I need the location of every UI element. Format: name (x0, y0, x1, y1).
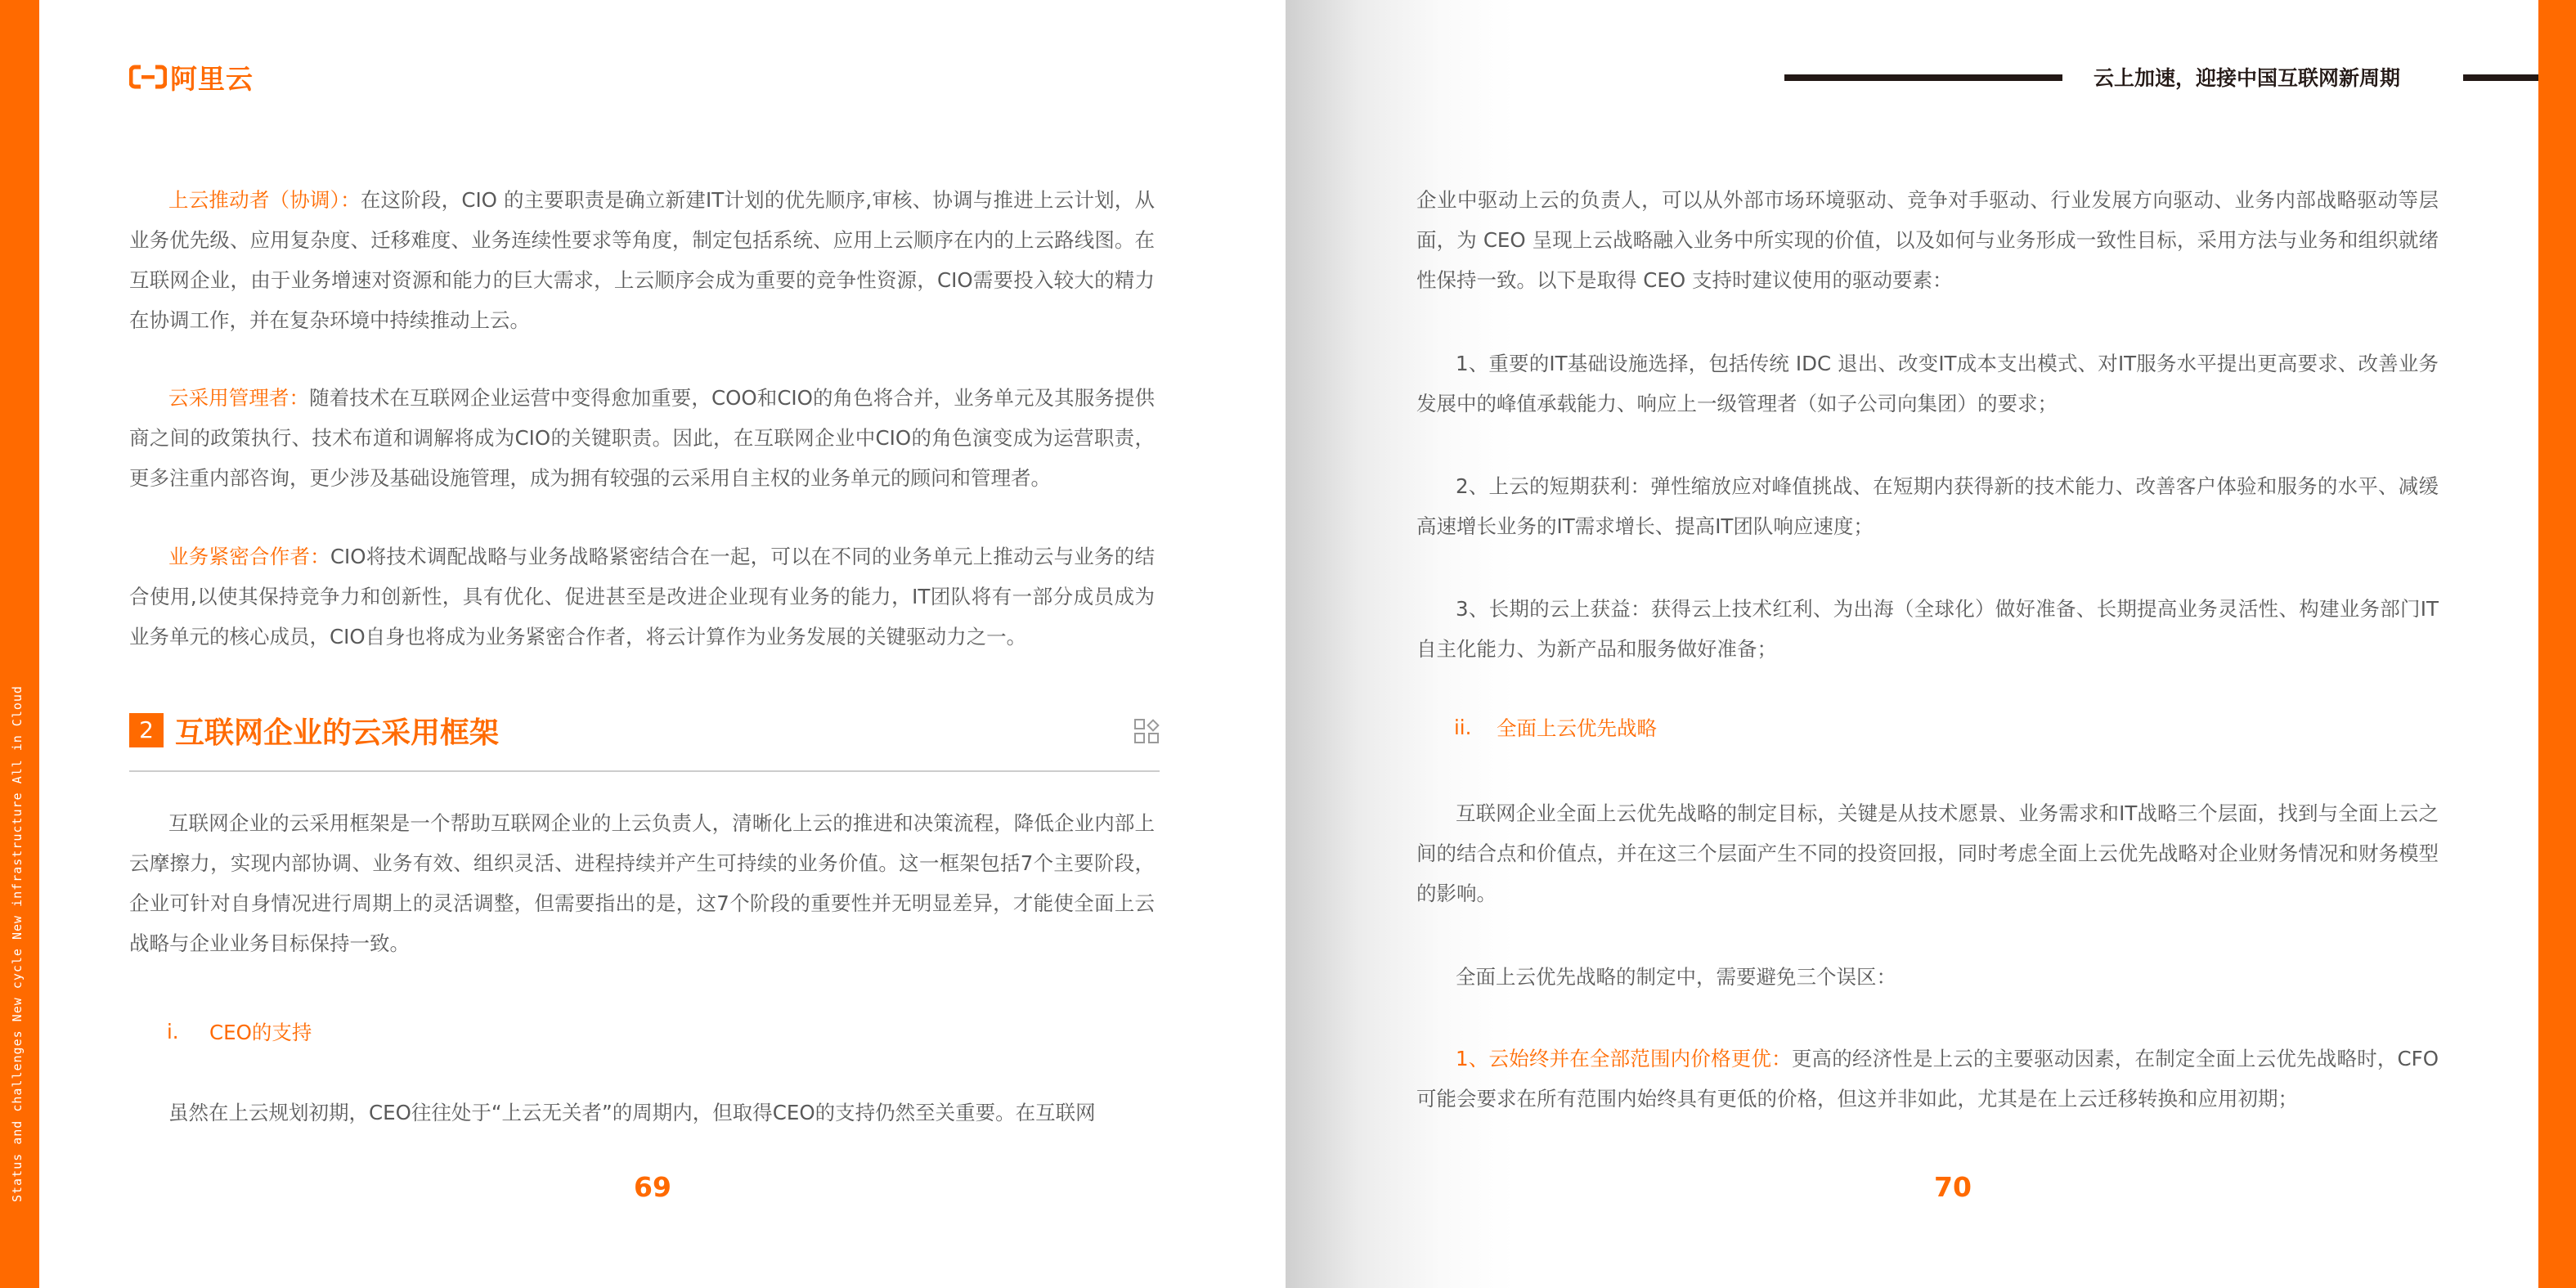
page-number-right: 70 (1934, 1171, 1972, 1203)
section-number: 2 (129, 713, 164, 747)
subheading-number: i. (167, 1020, 179, 1043)
subheading-number: ii. (1454, 716, 1472, 739)
paragraph-lead: 云采用管理者： (168, 386, 310, 410)
subheading-cloud-first-strategy (1454, 713, 1657, 742)
driver-item-1: 1、重要的IT基础设施选择，包括传统 IDC 退出、改变IT成本支出模式、对IT服务水平提出更高要求、改善业务发展中的峰值承载能力、响应上一级管理者（如子公司向集团）的要求； (1416, 352, 2439, 415)
paragraph-body: CIO将技术调配战略与业务战略紧密结合在一起，可以在不同的业务单元上推动云与业务的结合使用,以使其保持竞争力和创新性，具有优化、促进甚至是改进企业现有业务的能力，IT团队将有一部分成员成为业务单元的核心成员，CIO自身也将成为业务紧密合作者，将云计算作为业务发展的关键驱动力之一。 (129, 545, 1155, 648)
grid-icon (1133, 718, 1160, 744)
mistake-item-1 (1416, 1039, 2439, 1119)
opening-paragraph: 企业中驱动上云的负责人，可以从外部市场环境驱动、竞争对手驱动、行业发展方向驱动、业务内部战略驱动等层面，为 CEO 呈现上云战略融入业务中所实现的价值，以及如何与业务形成一致性目标，采用方法与业务和组织就绪性保持一致。以下是取得 CEO 支持时建议使用的驱动要素： (1416, 188, 2439, 292)
running-header: 云上加速，迎接中国互联网新周期 (2094, 66, 2401, 90)
logo-text: 阿里云 (170, 62, 254, 95)
paragraph-body: 在这阶段，CIO 的主要职责是确立新建IT计划的优先顺序,审核、协调与推进上云计划，从业务优先级、应用复杂度、迁移难度、业务连续性要求等角度，制定包括系统、应用上云顺序在内的上云路线图。在互联网企业，由于业务增速对资源和能力的巨大需求，上云顺序会成为重要的竞争性资源，CIO需要投入较大的精力在协调工作，并在复杂环境中持续推动上云。 (129, 188, 1155, 332)
aliyun-logo-icon (129, 65, 167, 89)
header-rule-left (1784, 74, 2062, 81)
mistake-lead: 1、云始终并在全部范围内价格更优： (1456, 1047, 1792, 1070)
aliyun-logo (129, 59, 254, 95)
paragraph-body: 随着技术在互联网企业运营中变得愈加重要，COO和CIO的角色将合并，业务单元及其服务提供商之间的政策执行、技术布道和调解将成为CIO的关键职责。因此，在互联网企业中CIO的角色演变成为运营职责，更多注重内部咨询，更少涉及基础设施管理，成为拥有较强的云采用自主权的业务单元的顾问和管理者。 (129, 386, 1155, 490)
paragraph-business-partner (129, 536, 1155, 657)
paragraph-cloud-manager (129, 378, 1155, 498)
paragraph-cloud-promoter (129, 180, 1155, 340)
section-title: 互联网企业的云采用框架 (175, 716, 500, 750)
ceo-paragraph: 虽然在上云规划初期，CEO往往处于“上云无关者”的周期内，但取得CEO的支持仍然至关重要。在互联网 (168, 1101, 1096, 1124)
section-intro: 互联网企业的云采用框架是一个帮助互联网企业的上云负责人，清晰化上云的推进和决策流程，降低企业内部上云摩擦力，实现内部协调、业务有效、组织灵活、进程持续并产生可持续的业务价值。这一框架包括7个主要阶段，企业可针对自身情况进行周期上的灵活调整，但需要指出的是，这7个阶段的重要性并无明显差异，才能使全面上云战略与企业业务目标保持一致。 (129, 811, 1155, 955)
paragraph-lead: 上云推动者（协调）： (168, 188, 361, 212)
subheading-label: 全面上云优先战略 (1497, 716, 1657, 740)
right-edge-strip (2538, 0, 2576, 1288)
driver-item-2: 2、上云的短期获利：弹性缩放应对峰值挑战、在短期内获得新的技术能力、改善客户体验和服务的水平、减缓高速增长业务的IT需求增长、提高IT团队响应速度； (1416, 474, 2439, 538)
paragraph-lead: 业务紧密合作者： (168, 545, 330, 568)
vertical-tagline: Status and challenges New cycle New infrastructure All in Cloud (10, 685, 25, 1202)
header-rule-right (2463, 74, 2538, 81)
subheading-ceo-support (167, 1017, 312, 1046)
page-number-left: 69 (634, 1171, 671, 1203)
subheading-label: CEO的支持 (209, 1021, 312, 1044)
strategy-paragraph: 互联网企业全面上云优先战略的制定目标，关键是从技术愿景、业务需求和IT战略三个层面，找到与全面上云之间的结合点和价值点，并在这三个层面产生不同的投资回报，同时考虑全面上云优先战略对企业财务情况和财务模型的影响。 (1416, 801, 2439, 905)
mistakes-intro: 全面上云优先战略的制定中，需要避免三个误区： (1456, 965, 1896, 989)
mistake-body: 更高的经济性是上云的主要驱动因素，在制定全面上云优先战略时，CFO 可能会要求在所有范围内始终具有更低的价格，但这并非如此，尤其是在上云迁移转换和应用初期； (1416, 1047, 2439, 1111)
driver-item-3: 3、长期的云上获益：获得云上技术红利、为出海（全球化）做好准备、长期提高业务灵活性、构建业务部门IT自主化能力、为新产品和服务做好准备； (1416, 597, 2439, 661)
section-heading (129, 711, 1160, 772)
